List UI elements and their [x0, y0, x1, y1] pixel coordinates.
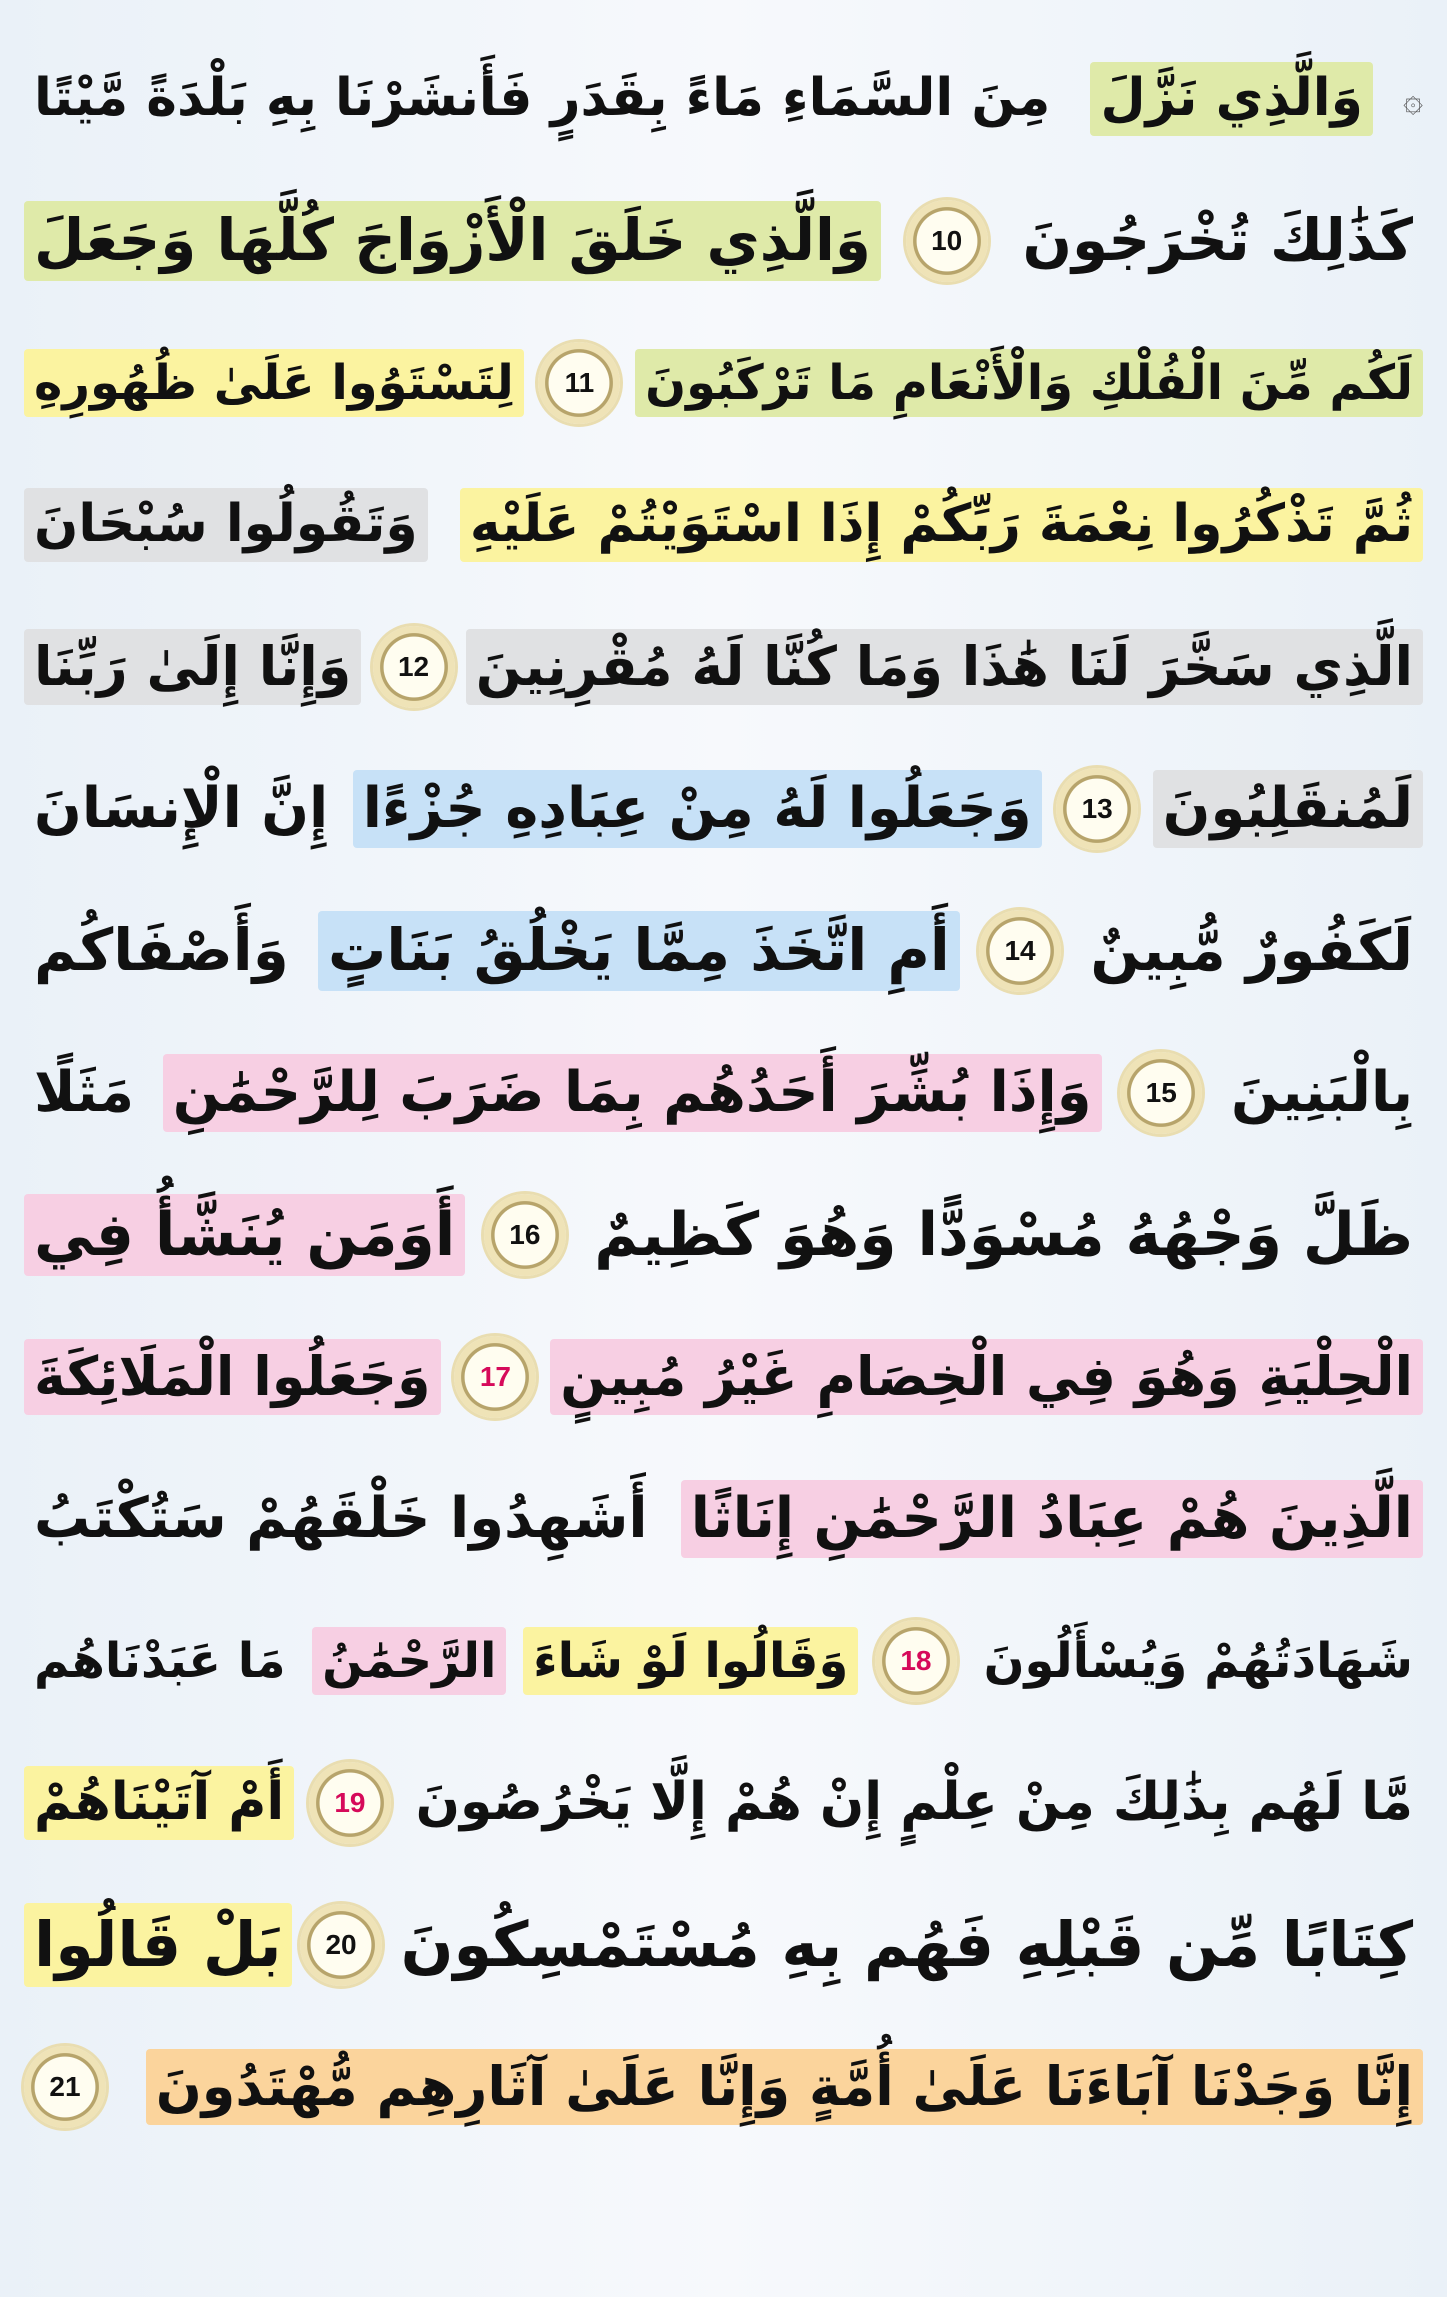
verse-text-highlighted: الَّذِي سَخَّرَ لَنَا هَٰذَا وَمَا كُنَّا لَهُ مُقْرِنِينَ: [466, 629, 1423, 704]
verse-text-highlighted: وَالَّذِي خَلَقَ الْأَزْوَاجَ كُلَّهَا وَجَعَلَ: [24, 201, 881, 281]
verse-text-highlighted: وَإِنَّا إِلَىٰ رَبِّنَا: [24, 629, 361, 704]
verse-text: إِنَّ الْإِنسَانَ: [34, 776, 329, 842]
quran-line-3: [24, 312, 1423, 454]
verse-text-highlighted: أَوَمَن يُنَشَّأُ فِي: [24, 1194, 465, 1276]
verse-text-highlighted: بَلْ قَالُوا: [24, 1903, 292, 1987]
quran-line-4: [24, 454, 1423, 596]
ayah-number-marker[interactable]: 11: [538, 342, 620, 424]
verse-text: مَثَلًا: [34, 1060, 135, 1126]
quran-line-1: [24, 28, 1423, 170]
verse-text-highlighted: أَمْ آتَيْنَاهُمْ: [24, 1766, 294, 1839]
ayah-number-marker[interactable]: 17: [454, 1336, 536, 1418]
verse-text-highlighted: أَمِ اتَّخَذَ مِمَّا يَخْلُقُ بَنَاتٍ: [318, 911, 960, 991]
quran-line-6: [24, 738, 1423, 880]
quran-line-9: [24, 1164, 1423, 1306]
verse-text-highlighted: إِنَّا وَجَدْنَا آبَاءَنَا عَلَىٰ أُمَّةٍ وَإِنَّا عَلَىٰ آثَارِهِم مُّهْتَدُونَ: [146, 2049, 1423, 2124]
quran-line-2: [24, 170, 1423, 312]
verse-text: مَّا لَهُم بِذَٰلِكَ مِنْ عِلْمٍ إِنْ هُمْ إِلَّا يَخْرُصُونَ: [415, 1772, 1413, 1833]
verse-text-highlighted: ثُمَّ تَذْكُرُوا نِعْمَةَ رَبِّكُمْ إِذَا اسْتَوَيْتُمْ عَلَيْهِ: [460, 488, 1423, 561]
verse-text-highlighted: الْحِلْيَةِ وَهُوَ فِي الْخِصَامِ غَيْرُ مُبِينٍ: [550, 1339, 1423, 1414]
verse-text: مِنَ السَّمَاءِ مَاءً بِقَدَرٍ فَأَنشَرْنَا بِهِ بَلْدَةً مَّيْتًا: [34, 68, 1051, 129]
quran-line-13: [24, 1732, 1423, 1874]
verse-text-highlighted: لَكُم مِّنَ الْفُلْكِ وَالْأَنْعَامِ مَا تَرْكَبُونَ: [635, 349, 1423, 418]
verse-text: وَأَصْفَاكُم: [34, 916, 289, 985]
verse-text-highlighted: لَمُنقَلِبُونَ: [1153, 770, 1423, 848]
ayah-number-marker[interactable]: 18: [875, 1620, 957, 1702]
quran-line-10: [24, 1306, 1423, 1448]
ayah-number-marker[interactable]: 12: [373, 626, 455, 708]
ayah-number-marker[interactable]: 13: [1056, 768, 1138, 850]
verse-text-highlighted: وَالَّذِي نَزَّلَ: [1090, 62, 1372, 135]
verse-text: بِالْبَنِينَ: [1230, 1060, 1413, 1126]
verse-text-highlighted: الرَّحْمَٰنُ: [312, 1627, 506, 1696]
verse-text-highlighted: وَجَعَلُوا الْمَلَائِكَةَ: [24, 1339, 441, 1414]
quran-line-11: [24, 1448, 1423, 1590]
verse-text-highlighted: وَتَقُولُوا سُبْحَانَ: [24, 488, 428, 561]
verse-text: ظَلَّ وَجْهُهُ مُسْوَدًّا وَهُوَ كَظِيمٌ: [594, 1200, 1413, 1270]
verse-text: كَذَٰلِكَ تُخْرَجُونَ: [1022, 206, 1413, 275]
quran-line-8: [24, 1022, 1423, 1164]
ayah-number-marker[interactable]: 14: [979, 910, 1061, 992]
rub-el-hizb-icon: ۞: [1403, 79, 1423, 120]
quran-line-12: [24, 1590, 1423, 1732]
verse-text-highlighted: وَقَالُوا لَوْ شَاءَ: [523, 1627, 858, 1696]
ayah-number-marker[interactable]: 21: [24, 2046, 106, 2128]
quran-line-7: [24, 880, 1423, 1022]
quran-line-15: [24, 2016, 1423, 2158]
ayah-number-marker[interactable]: 16: [484, 1194, 566, 1276]
quran-line-5: [24, 596, 1423, 738]
verse-text-highlighted: لِتَسْتَوُوا عَلَىٰ ظُهُورِهِ: [24, 349, 524, 418]
ayah-number-marker[interactable]: 15: [1120, 1052, 1202, 1134]
ayah-number-marker[interactable]: 19: [309, 1762, 391, 1844]
verse-text: شَهَادَتُهُمْ وَيُسْأَلُونَ: [983, 1632, 1413, 1689]
quran-line-14: [24, 1874, 1423, 2016]
verse-text: لَكَفُورٌ مُّبِينٌ: [1090, 916, 1413, 985]
ayah-number-marker[interactable]: 10: [906, 200, 988, 282]
verse-text: كِتَابًا مِّن قَبْلِهِ فَهُم بِهِ مُسْتَمْسِكُونَ: [400, 1907, 1413, 1981]
verse-text-highlighted: وَإِذَا بُشِّرَ أَحَدُهُم بِمَا ضَرَبَ لِلرَّحْمَٰنِ: [163, 1054, 1102, 1132]
verse-text-highlighted: وَجَعَلُوا لَهُ مِنْ عِبَادِهِ جُزْءًا: [353, 770, 1042, 848]
ayah-number-marker[interactable]: 20: [300, 1904, 382, 1986]
verse-text-highlighted: الَّذِينَ هُمْ عِبَادُ الرَّحْمَٰنِ إِنَاثًا: [681, 1480, 1423, 1558]
verse-text: مَا عَبَدْنَاهُم: [34, 1632, 286, 1689]
verse-text: أَشَهِدُوا خَلْقَهُمْ سَتُكْتَبُ: [34, 1486, 648, 1552]
